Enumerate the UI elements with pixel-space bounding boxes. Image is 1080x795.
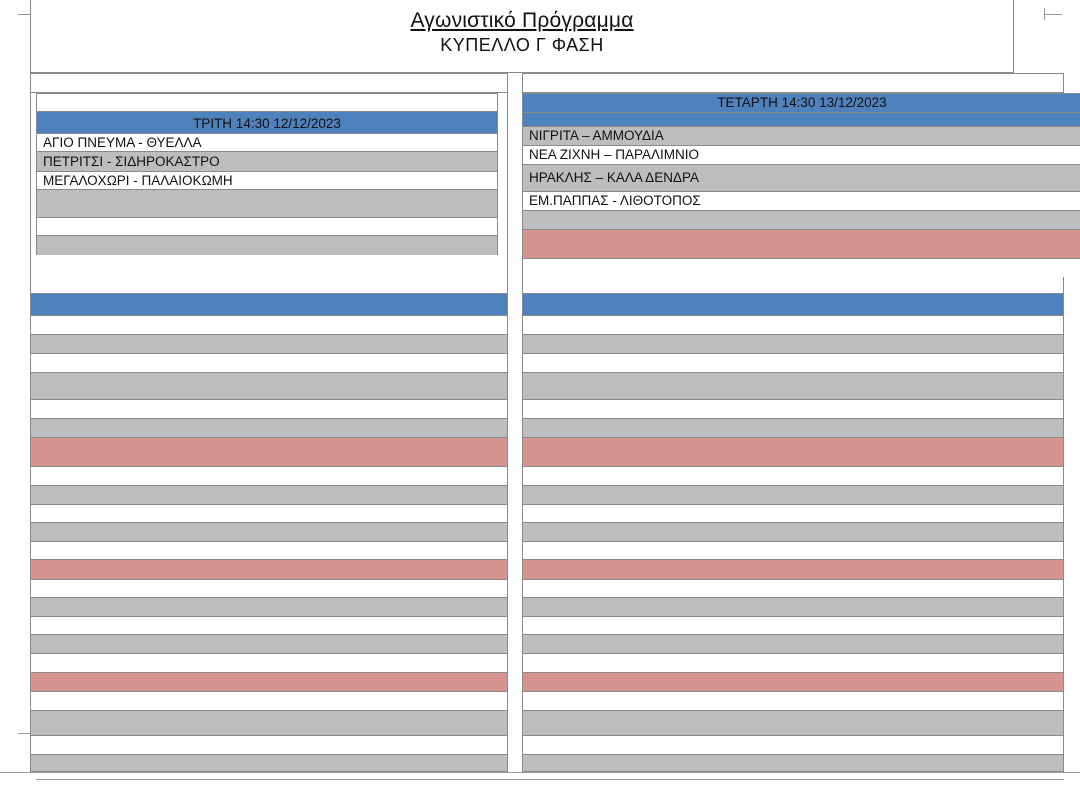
grid-row — [31, 437, 507, 466]
match-row: ΕΜ.ΠΑΠΠΑΣ - ΛΙΘΟΤΟΠΟΣ — [523, 192, 1080, 211]
grid-row — [31, 735, 507, 754]
grid-row — [523, 710, 1063, 735]
grid-row — [31, 466, 507, 485]
grid-row — [31, 579, 507, 597]
table-row — [523, 259, 1080, 277]
page-edge — [36, 779, 1064, 780]
grid-row — [31, 541, 507, 559]
grid-row — [31, 522, 507, 541]
grid-row — [523, 466, 1063, 485]
grid-row — [31, 559, 507, 579]
match-row: ΝΕΑ ΖΙΧΝΗ – ΠΑΡΑΛΙΜΝΙΟ — [523, 146, 1080, 165]
grid-row — [523, 754, 1063, 772]
table-row — [523, 230, 1080, 259]
grid-row — [31, 634, 507, 653]
grid-row — [523, 522, 1063, 541]
table-row — [37, 94, 497, 112]
grid-row — [523, 504, 1063, 522]
grid-row — [523, 293, 1063, 315]
grid-row — [31, 293, 507, 315]
table-row — [523, 211, 1080, 230]
crop-mark — [1044, 14, 1062, 15]
grid-row — [523, 485, 1063, 504]
grid-row — [31, 672, 507, 691]
grid-row — [523, 541, 1063, 559]
grid-row — [523, 653, 1063, 672]
grid-row — [523, 334, 1063, 353]
grid-row — [31, 353, 507, 372]
grid-row — [31, 315, 507, 334]
grid-row — [31, 616, 507, 634]
day-header: ΤΕΤΑΡΤΗ 14:30 13/12/2023 — [523, 94, 1080, 113]
left-empty-grid — [30, 293, 508, 772]
match-row: ΝΙΓΡΙΤΑ – ΑΜΜΟΥΔΙΑ — [523, 127, 1080, 146]
grid-row — [523, 372, 1063, 399]
page-subtitle: ΚΥΠΕΛΛΟ Γ ΦΑΣΗ — [440, 35, 604, 55]
table-row — [37, 236, 497, 255]
grid-row — [31, 691, 507, 710]
grid-row — [523, 418, 1063, 437]
grid-row — [523, 437, 1063, 466]
grid-row — [31, 754, 507, 772]
grid-row — [523, 399, 1063, 418]
grid-row — [31, 372, 507, 399]
grid-row — [31, 418, 507, 437]
match-row: ΗΡΑΚΛΗΣ – ΚΑΛΑ ΔΕΝΔΡΑ — [523, 165, 1080, 192]
grid-row — [523, 735, 1063, 754]
grid-row — [31, 399, 507, 418]
grid-row — [523, 634, 1063, 653]
table-row — [37, 190, 497, 218]
right-fixture-table — [522, 93, 1080, 277]
grid-row — [31, 653, 507, 672]
match-row: ΑΓΙΟ ΠΝΕΥΜΑ - ΘΥΕΛΛΑ — [37, 134, 497, 152]
grid-row — [31, 710, 507, 735]
crop-mark — [18, 733, 30, 734]
day-header: ΤΡΙΤΗ 14:30 12/12/2023 — [37, 112, 497, 134]
grid-row — [31, 485, 507, 504]
match-row: ΜΕΓΑΛΟΧΩΡΙ - ΠΑΛΑΙΟΚΩΜΗ — [37, 172, 497, 190]
grid-row — [31, 504, 507, 522]
grid-row — [523, 353, 1063, 372]
grid-row — [523, 579, 1063, 597]
match-row: ΠΕΤΡΙΤΣΙ - ΣΙΔΗΡΟΚΑΣΤΡΟ — [37, 152, 497, 172]
left-fixture-table — [36, 93, 498, 255]
page-title: Αγωνιστικό Πρόγραμμα — [410, 9, 634, 32]
grid-row — [523, 559, 1063, 579]
table-row — [523, 113, 1080, 127]
grid-row — [523, 616, 1063, 634]
grid-row — [31, 597, 507, 616]
right-empty-grid — [522, 293, 1064, 772]
grid-row — [31, 334, 507, 353]
table-row — [37, 218, 497, 236]
grid-row — [523, 315, 1063, 334]
grid-row — [523, 672, 1063, 691]
grid-row — [523, 597, 1063, 616]
grid-row — [523, 691, 1063, 710]
